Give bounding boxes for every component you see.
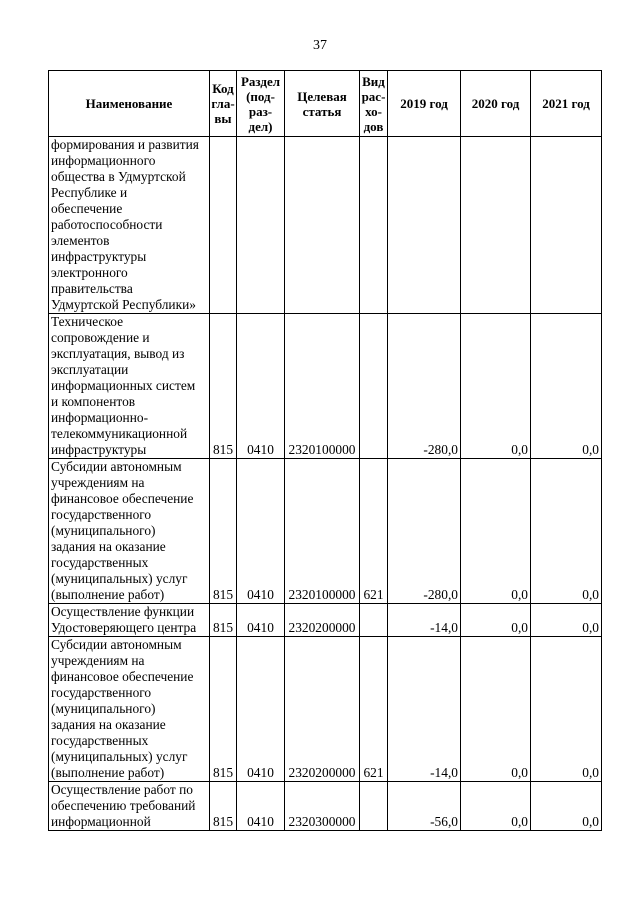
row-name: Осуществление функции Удостоверяющего центра bbox=[49, 604, 210, 637]
row-2021 bbox=[531, 137, 602, 314]
row-2019 bbox=[388, 137, 461, 314]
row-kind bbox=[360, 137, 388, 314]
row-kind bbox=[360, 314, 388, 459]
row-name: Субсидии автономным учреждениям на финансовое обеспечение государственного (муниципального) задания на оказание государственных (муниципальных) услуг (выполнение работ) bbox=[49, 637, 210, 782]
row-section: 0410 bbox=[237, 314, 285, 459]
header-name: Наименование bbox=[49, 71, 210, 137]
row-kind bbox=[360, 604, 388, 637]
row-target: 2320300000 bbox=[285, 782, 360, 831]
table-row bbox=[49, 604, 602, 637]
row-target: 2320100000 bbox=[285, 459, 360, 604]
row-2020: 0,0 bbox=[461, 604, 531, 637]
row-code: 815 bbox=[210, 637, 237, 782]
row-2020: 0,0 bbox=[461, 459, 531, 604]
row-section: 0410 bbox=[237, 782, 285, 831]
page-number: 37 bbox=[313, 38, 327, 53]
row-2019: -14,0 bbox=[388, 637, 461, 782]
row-name: Осуществление работ по обеспечению требований информационной bbox=[49, 782, 210, 831]
row-code: 815 bbox=[210, 782, 237, 831]
row-code: 815 bbox=[210, 314, 237, 459]
header-section: Раздел (под- раз- дел) bbox=[237, 71, 285, 137]
row-2021: 0,0 bbox=[531, 314, 602, 459]
row-section: 0410 bbox=[237, 637, 285, 782]
row-code: 815 bbox=[210, 459, 237, 604]
header-target: Целевая статья bbox=[285, 71, 360, 137]
row-2020: 0,0 bbox=[461, 637, 531, 782]
row-target: 2320200000 bbox=[285, 604, 360, 637]
header-2020: 2020 год bbox=[461, 71, 531, 137]
row-section: 0410 bbox=[237, 604, 285, 637]
row-section: 0410 bbox=[237, 459, 285, 604]
row-2020 bbox=[461, 137, 531, 314]
row-2019: -14,0 bbox=[388, 604, 461, 637]
table-row bbox=[49, 314, 602, 459]
row-2019: -280,0 bbox=[388, 314, 461, 459]
header-kind: Вид рас- хо- дов bbox=[360, 71, 388, 137]
header-code: Код гла- вы bbox=[210, 71, 237, 137]
row-code bbox=[210, 137, 237, 314]
row-kind: 621 bbox=[360, 637, 388, 782]
row-target bbox=[285, 137, 360, 314]
row-kind: 621 bbox=[360, 459, 388, 604]
row-kind bbox=[360, 782, 388, 831]
row-code: 815 bbox=[210, 604, 237, 637]
row-2020: 0,0 bbox=[461, 314, 531, 459]
row-name: Техническое сопровождение и эксплуатация, вывод из эксплуатации информационных систем и компонентов информационно- телекоммуникационной инфраструктуры bbox=[49, 314, 210, 459]
table-row bbox=[49, 137, 602, 314]
table-header-row bbox=[49, 71, 602, 137]
row-2021: 0,0 bbox=[531, 782, 602, 831]
row-target: 2320200000 bbox=[285, 637, 360, 782]
row-section bbox=[237, 137, 285, 314]
header-2021: 2021 год bbox=[531, 71, 602, 137]
row-2021: 0,0 bbox=[531, 637, 602, 782]
row-2019: -280,0 bbox=[388, 459, 461, 604]
table-row bbox=[49, 782, 602, 831]
row-2020: 0,0 bbox=[461, 782, 531, 831]
table-row bbox=[49, 637, 602, 782]
header-2019: 2019 год bbox=[388, 71, 461, 137]
row-2021: 0,0 bbox=[531, 459, 602, 604]
budget-table bbox=[48, 70, 602, 831]
row-name: Субсидии автономным учреждениям на финансовое обеспечение государственного (муниципального) задания на оказание государственных (муниципальных) услуг (выполнение работ) bbox=[49, 459, 210, 604]
table-row bbox=[49, 459, 602, 604]
row-2019: -56,0 bbox=[388, 782, 461, 831]
row-2021: 0,0 bbox=[531, 604, 602, 637]
row-name: формирования и развития информационного общества в Удмуртской Республике и обеспечение работоспособности элементов инфраструктуры электронного правительства Удмуртской Республики» bbox=[49, 137, 210, 314]
row-target: 2320100000 bbox=[285, 314, 360, 459]
